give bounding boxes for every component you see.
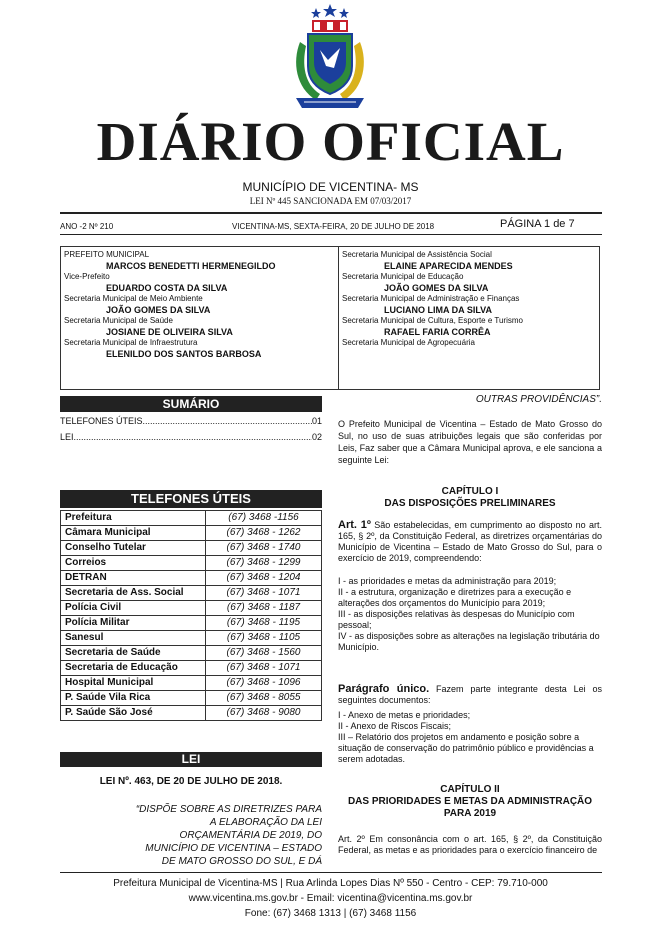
- law-preamble: O Prefeito Municipal de Vicentina – Estado de Mato Grosso do Sul, no uso de suas atribuições legais que são conferidas por Leis, Faz saber que a Câmara Municipal aprova, e ele sanciona a seguinte Lei:: [338, 419, 602, 465]
- official-name: RAFAEL FARIA CORRÊA: [384, 327, 491, 337]
- official-role: Vice-Prefeito: [64, 272, 110, 281]
- officials-right-column: [342, 250, 523, 348]
- article-1-item: I - as prioridades e metas da administração para 2019;: [338, 576, 557, 586]
- phone-number[interactable]: (67) 3468 - 1560: [206, 646, 322, 661]
- chapter-1-title: CAPÍTULO I: [441, 486, 499, 497]
- phone-entity: Sanesul: [61, 631, 206, 646]
- phone-row: [61, 661, 322, 676]
- official-role: Secretaria Municipal de Meio Ambiente: [64, 294, 203, 303]
- phone-number[interactable]: (67) 3468 - 1071: [206, 661, 322, 676]
- official-role: Secretaria Municipal de Saúde: [64, 316, 173, 325]
- official-role: Secretaria Municipal de Assistência Social: [342, 250, 492, 259]
- phone-row: [61, 616, 322, 631]
- phone-row: [61, 646, 322, 661]
- officials-divider: [338, 247, 339, 389]
- phone-row: [61, 541, 322, 556]
- official-name: JOÃO GOMES DA SILVA: [384, 283, 489, 293]
- edition-rule-bottom: [60, 234, 602, 235]
- phone-row: [61, 556, 322, 571]
- chapter-2-subtitle: DAS PRIORIDADES E METAS DA ADMINISTRAÇÃO PARA 2019: [347, 796, 593, 819]
- paragraph-item: I - Anexo de metas e prioridades;: [338, 710, 471, 720]
- phone-row: [61, 586, 322, 601]
- officials-box: [60, 246, 600, 390]
- summary-heading: SUMÁRIO: [60, 396, 322, 412]
- phone-entity: Secretaria de Ass. Social: [61, 586, 206, 601]
- article-2: Art. 2º Em consonância com o art. 165, § 2º, da Constituição Federal, as metas e as prioridades para o exercício financeiro de: [338, 834, 602, 855]
- article-1: [338, 520, 602, 564]
- phone-number[interactable]: (67) 3468 -1156: [206, 511, 322, 526]
- phone-row: [61, 511, 322, 526]
- edition-rule-top: [60, 212, 602, 214]
- footer-address: Prefeitura Municipal de Vicentina-MS | Rua Arlinda Lopes Dias Nº 550 - Centro - CEP: 79.710-000: [113, 878, 548, 889]
- article-1-item: IV - as disposições sobre as alterações na legislação tributária do Município.: [338, 631, 600, 652]
- phone-number[interactable]: (67) 3468 - 8055: [206, 691, 322, 706]
- article-1-item: III - as disposições relativas às despesas do Município com pessoal;: [338, 609, 575, 630]
- footer-web-email: www.vicentina.ms.gov.br - Email: vicentina@vicentina.ms.gov.br: [188, 893, 473, 904]
- chapter-2-title: CAPÍTULO II: [440, 784, 500, 795]
- article-1-text: São estabelecidas, em cumprimento ao disposto no art. 165, § 2º, da Constituição Federal, as diretrizes orçamentárias do Município de Vicentina – Estado de Mato Grosso do Sul, para o exercício de 2019, compreendendo:: [338, 520, 602, 563]
- footer-rule: [60, 872, 602, 873]
- official-name: JOSIANE DE OLIVEIRA SILVA: [106, 327, 233, 337]
- paragraph-unico: [338, 684, 602, 706]
- phones-heading: TELEFONES ÚTEIS: [60, 490, 322, 508]
- phone-row: [61, 571, 322, 586]
- law-summary-end: OUTRAS PROVIDÊNCIAS”.: [475, 394, 602, 405]
- phone-row: [61, 631, 322, 646]
- phone-entity: Câmara Municipal: [61, 526, 206, 541]
- edition-date: VICENTINA-MS, SEXTA-FEIRA, 20 DE JULHO DE 2018: [232, 222, 435, 231]
- official-role: Secretaria Municipal de Cultura, Esporte e Turismo: [342, 316, 523, 325]
- official-name: ELAINE APARECIDA MENDES: [384, 261, 513, 271]
- edition-number: ANO -2 Nº 210: [60, 222, 114, 231]
- masthead-title: DIÁRIO OFICIAL: [96, 111, 565, 172]
- paragraph-items: [338, 710, 602, 765]
- phone-entity: DETRAN: [61, 571, 206, 586]
- official-name: EDUARDO COSTA DA SILVA: [106, 283, 228, 293]
- phone-number[interactable]: (67) 3468 - 1105: [206, 631, 322, 646]
- law-section-heading: LEI: [60, 752, 322, 767]
- phone-entity: P. Saúde Vila Rica: [61, 691, 206, 706]
- summary-item[interactable]: [60, 416, 322, 426]
- page-indicator: PÁGINA 1 de 7: [500, 218, 575, 230]
- official-role: Secretaria Municipal de Educação: [342, 272, 464, 281]
- summary-item-label: TELEFONES ÚTEIS: [60, 416, 143, 426]
- phone-number[interactable]: (67) 3468 - 1204: [206, 571, 322, 586]
- phone-entity: Polícia Militar: [61, 616, 206, 631]
- phone-number[interactable]: (67) 3468 - 1195: [206, 616, 322, 631]
- phone-number[interactable]: (67) 3468 - 1740: [206, 541, 322, 556]
- official-name: MARCOS BENEDETTI HERMENEGILDO: [106, 261, 276, 271]
- article-1-label: Art. 1º: [338, 519, 371, 531]
- phone-number[interactable]: (67) 3468 - 1187: [206, 601, 322, 616]
- summary-item[interactable]: [60, 432, 322, 442]
- phone-entity: Secretaria de Educação: [61, 661, 206, 676]
- officials-left-column: [64, 250, 276, 360]
- phone-row: [61, 706, 322, 721]
- phone-entity: Polícia Civil: [61, 601, 206, 616]
- summary-leader-dots: [143, 416, 312, 426]
- paragraph-text: Fazem parte integrante desta Lei os seguintes documentos:: [338, 684, 602, 705]
- chapter-1-subtitle: DAS DISPOSIÇÕES PRELIMINARES: [384, 498, 556, 509]
- phone-entity: Conselho Tutelar: [61, 541, 206, 556]
- paragraph-label: Parágrafo único.: [338, 683, 430, 695]
- paragraph-item: III – Relatório dos projetos em andamento e posição sobre a situação de conservação do patrimônio público e providências a serem adotadas.: [338, 732, 594, 764]
- phone-entity: Prefeitura: [61, 511, 206, 526]
- law-title: LEI Nº. 463, DE 20 DE JULHO DE 2018.: [99, 776, 283, 787]
- phones-table: [60, 510, 322, 721]
- phone-entity: P. Saúde São José: [61, 706, 206, 721]
- official-role: Secretaria Municipal de Agropecuária: [342, 338, 475, 347]
- phone-entity: Secretaria de Saúde: [61, 646, 206, 661]
- article-1-items: [338, 576, 602, 653]
- summary-item-page: 01: [311, 416, 322, 426]
- footer-phones: Fone: (67) 3468 1313 | (67) 3468 1156: [244, 908, 417, 919]
- official-role: Secretaria Municipal de Infraestrutura: [64, 338, 198, 347]
- official-name: JOÃO GOMES DA SILVA: [106, 305, 211, 315]
- official-role: Secretaria Municipal de Administração e Finanças: [342, 294, 520, 303]
- summary-item-label: LEI: [60, 432, 74, 442]
- phone-row: [61, 691, 322, 706]
- law-sanction-line: LEI Nº 445 SANCIONADA EM 07/03/2017: [249, 196, 412, 206]
- phone-number[interactable]: (67) 3468 - 9080: [206, 706, 322, 721]
- phone-row: [61, 676, 322, 691]
- summary-item-page: 02: [311, 432, 322, 442]
- phone-row: [61, 601, 322, 616]
- phone-row: [61, 526, 322, 541]
- municipality-name: MUNICÍPIO DE VICENTINA- MS: [242, 180, 419, 194]
- official-role: PREFEITO MUNICIPAL: [64, 250, 150, 259]
- phone-entity: Hospital Municipal: [61, 676, 206, 691]
- law-summary: “DISPÕE SOBRE AS DIRETRIZES PARA A ELABORAÇÃO DA LEI ORÇAMENTÁRIA DE 2019, DO MUNICÍPIO DE VICENTINA – ESTADO DE MATO GROSSO DO SUL, E DÁ: [135, 804, 322, 867]
- article-1-item: II - a estrutura, organização e diretrizes para a execução e alterações dos orçamentos do Município para 2019;: [338, 587, 572, 608]
- official-name: LUCIANO LIMA DA SILVA: [384, 305, 492, 315]
- paragraph-item: II - Anexo de Riscos Fiscais;: [338, 721, 452, 731]
- phone-number[interactable]: (67) 3468 - 1071: [206, 586, 322, 601]
- municipal-coat-of-arms: [290, 2, 370, 118]
- official-name: ELENILDO DOS SANTOS BARBOSA: [106, 349, 262, 359]
- phone-number[interactable]: (67) 3468 - 1096: [206, 676, 322, 691]
- phone-number[interactable]: (67) 3468 - 1299: [206, 556, 322, 571]
- summary-leader-dots: [74, 432, 312, 442]
- phone-number[interactable]: (67) 3468 - 1262: [206, 526, 322, 541]
- phone-entity: Correios: [61, 556, 206, 571]
